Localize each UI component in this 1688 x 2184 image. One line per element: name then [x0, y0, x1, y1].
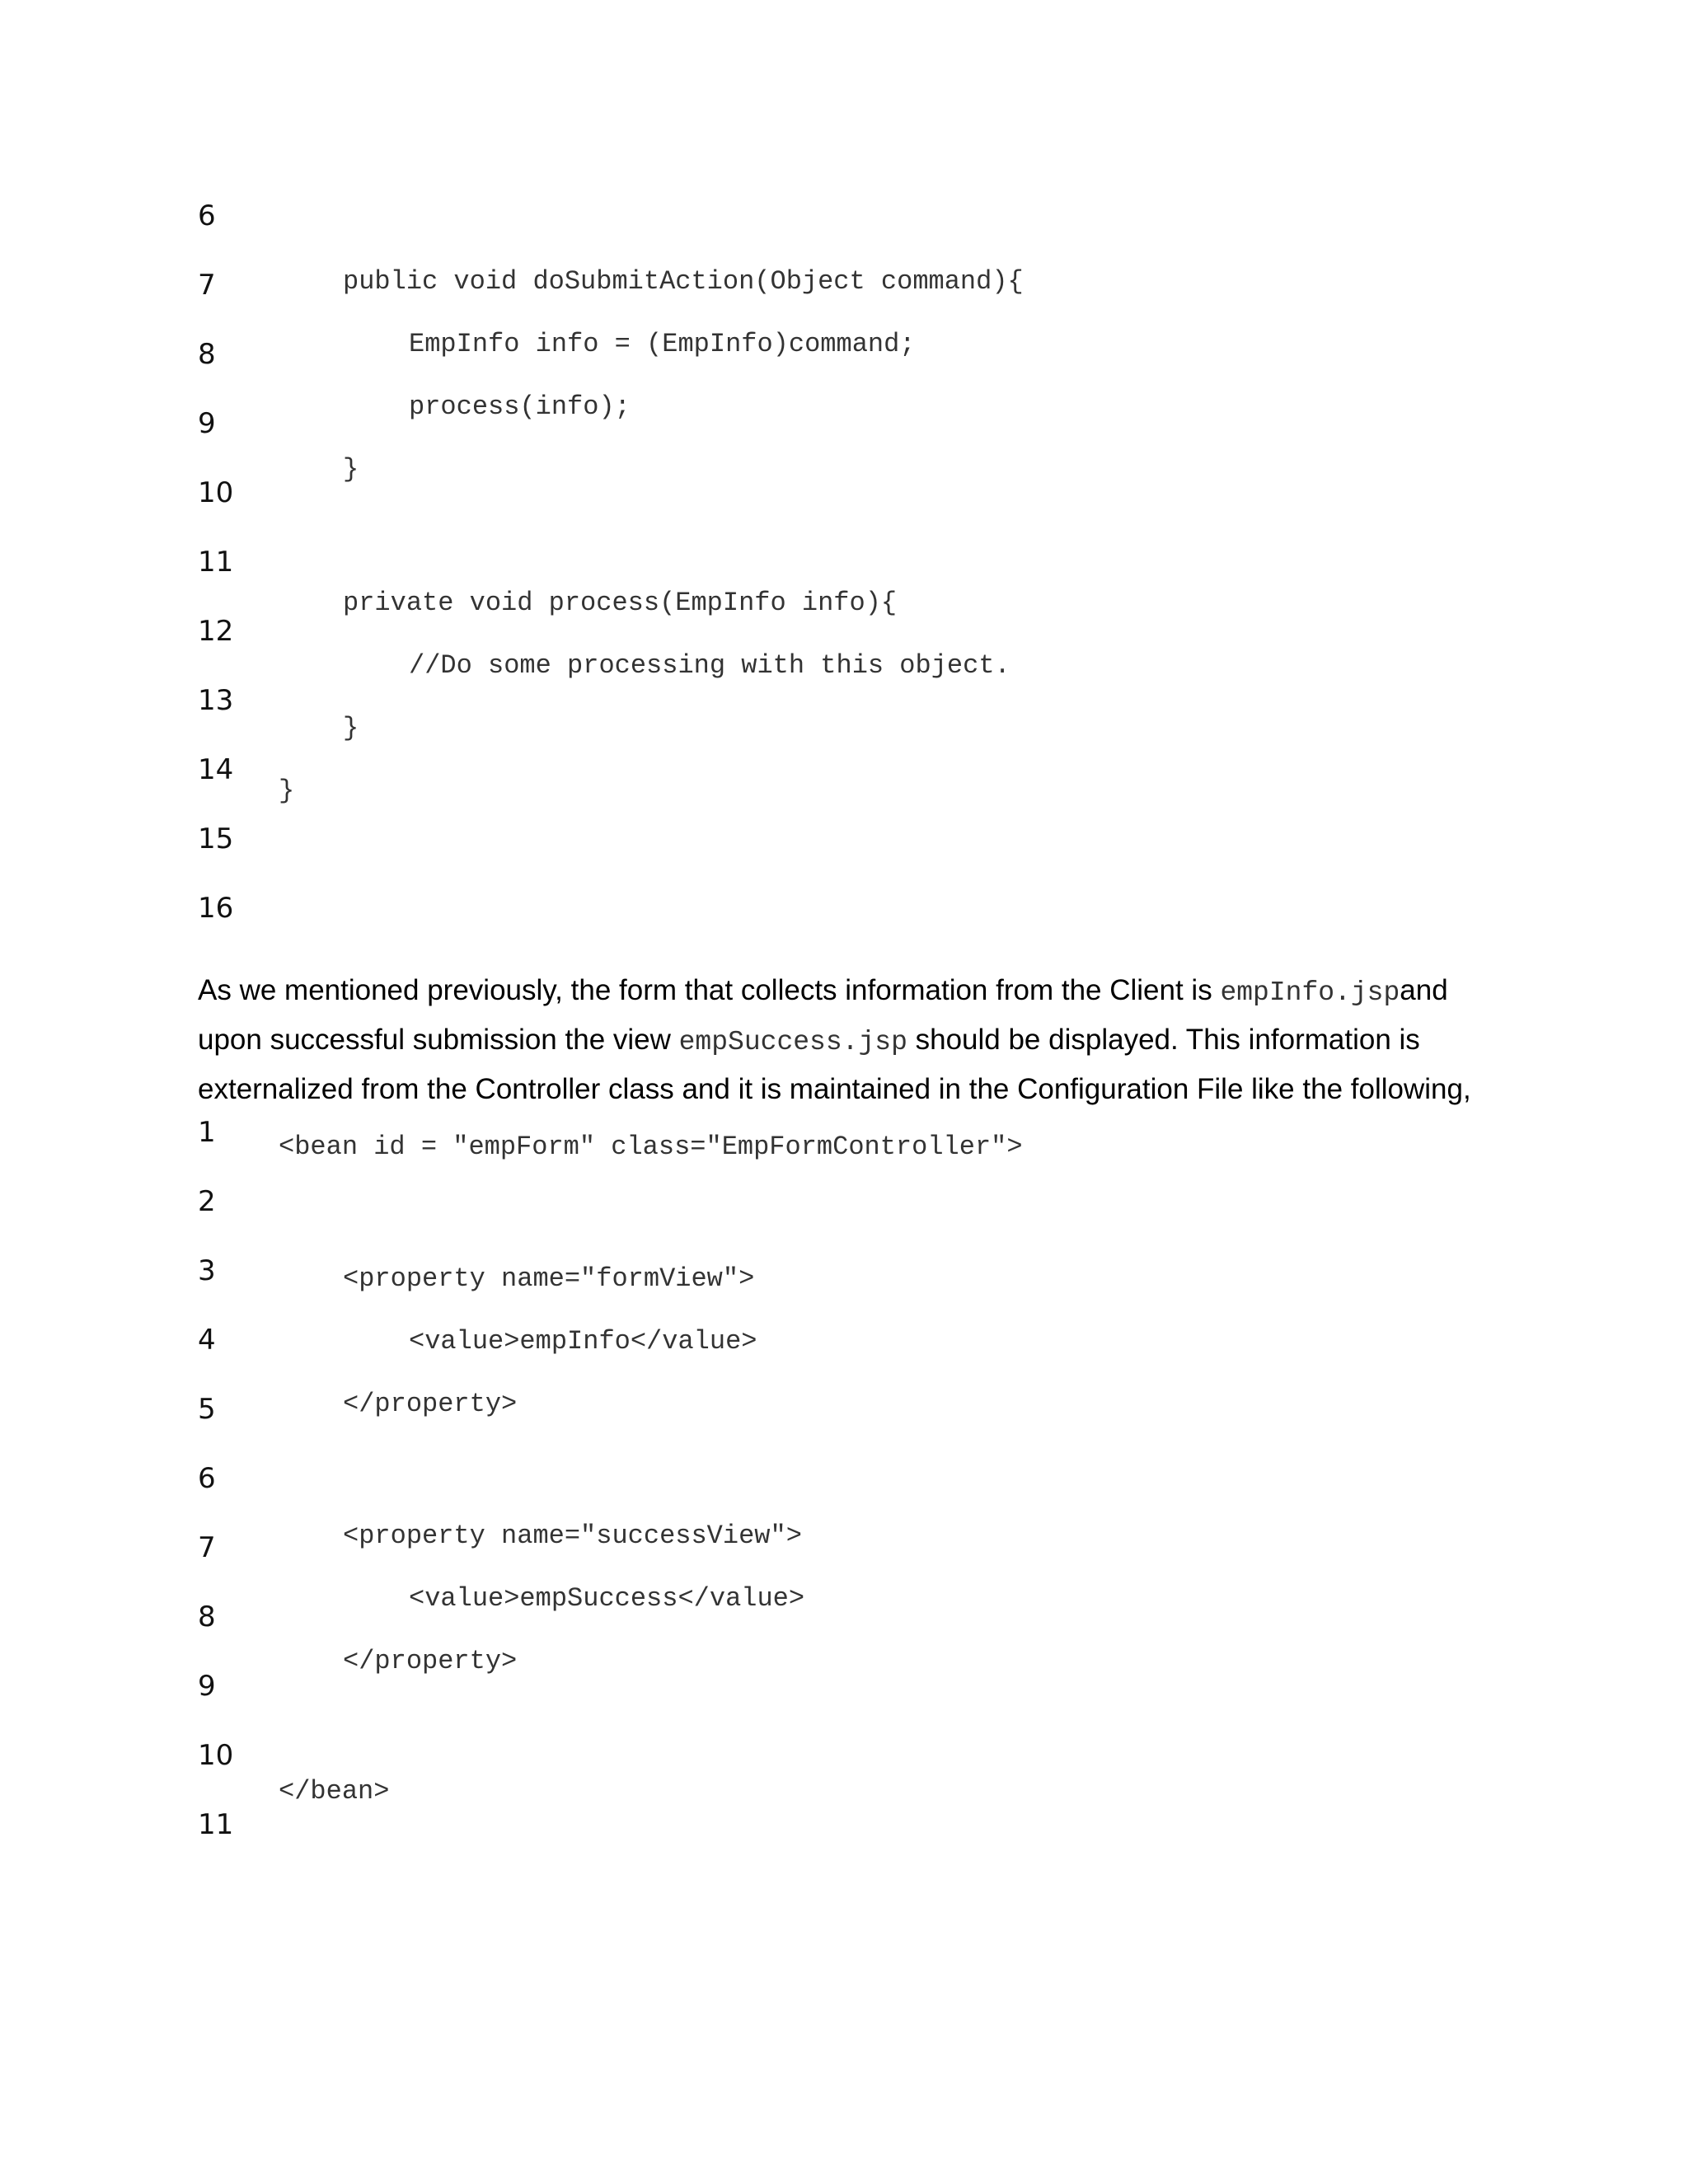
line-number: 10 [198, 1739, 234, 1772]
line-number: 7 [198, 1531, 216, 1564]
paragraph-text: As we mentioned previously, the form that collects information from the Client is [198, 974, 1221, 1006]
code-line: <property name="successView"> [343, 1521, 802, 1551]
line-number: 5 [198, 1393, 216, 1426]
line-number: 3 [198, 1254, 216, 1287]
code-line: EmpInfo info = (EmpInfo)command; [409, 329, 916, 359]
paragraph-text: should be displayed. This information is [907, 1024, 1420, 1056]
code-line: private void process(EmpInfo info){ [343, 588, 898, 618]
paragraph-text: and [1400, 974, 1448, 1006]
line-number: 11 [198, 1808, 234, 1841]
line-number: 8 [198, 338, 216, 371]
inline-code-empinfo-jsp: empInfo.jsp [1220, 977, 1400, 1008]
code-line: //Do some processing with this object. [409, 650, 1010, 681]
code-line: <property name="formView"> [343, 1263, 755, 1294]
code-line: </property> [343, 1389, 518, 1419]
paragraph-line-1 [198, 974, 1484, 1010]
code-line: <value>empInfo</value> [409, 1326, 757, 1357]
line-number: 1 [198, 1116, 216, 1149]
line-number: 9 [198, 1670, 216, 1703]
code-line: <value>empSuccess</value> [409, 1583, 805, 1614]
code-line: <bean id = "empForm" class="EmpFormController"> [279, 1132, 1023, 1162]
code-line: } [279, 776, 295, 806]
code-line: } [343, 713, 359, 743]
line-number: 10 [198, 476, 234, 509]
paragraph-line-2 [198, 1024, 1484, 1059]
code-line: public void doSubmitAction(Object command){ [343, 266, 1024, 297]
line-number: 6 [198, 1462, 216, 1495]
line-number: 4 [198, 1324, 216, 1357]
paragraph-text: upon successful submission the view [198, 1024, 679, 1056]
line-number: 11 [198, 546, 234, 579]
code-line: process(info); [409, 391, 631, 422]
line-number: 7 [198, 269, 216, 302]
line-number: 9 [198, 407, 216, 440]
line-number: 16 [198, 892, 234, 925]
inline-code-empsuccess-jsp: empSuccess.jsp [678, 1027, 907, 1057]
line-number: 13 [198, 684, 234, 717]
line-number: 2 [198, 1185, 216, 1218]
paragraph-line-3: externalized from the Controller class and it is maintained in the Configuration File like the following, [198, 1073, 1471, 1105]
line-number: 14 [198, 753, 234, 786]
line-number: 12 [198, 615, 234, 648]
line-number: 6 [198, 199, 216, 232]
code-line: </property> [343, 1646, 518, 1676]
code-line: } [343, 454, 359, 485]
line-number: 8 [198, 1601, 216, 1633]
code-line: </bean> [279, 1776, 390, 1807]
line-number: 15 [198, 823, 234, 855]
